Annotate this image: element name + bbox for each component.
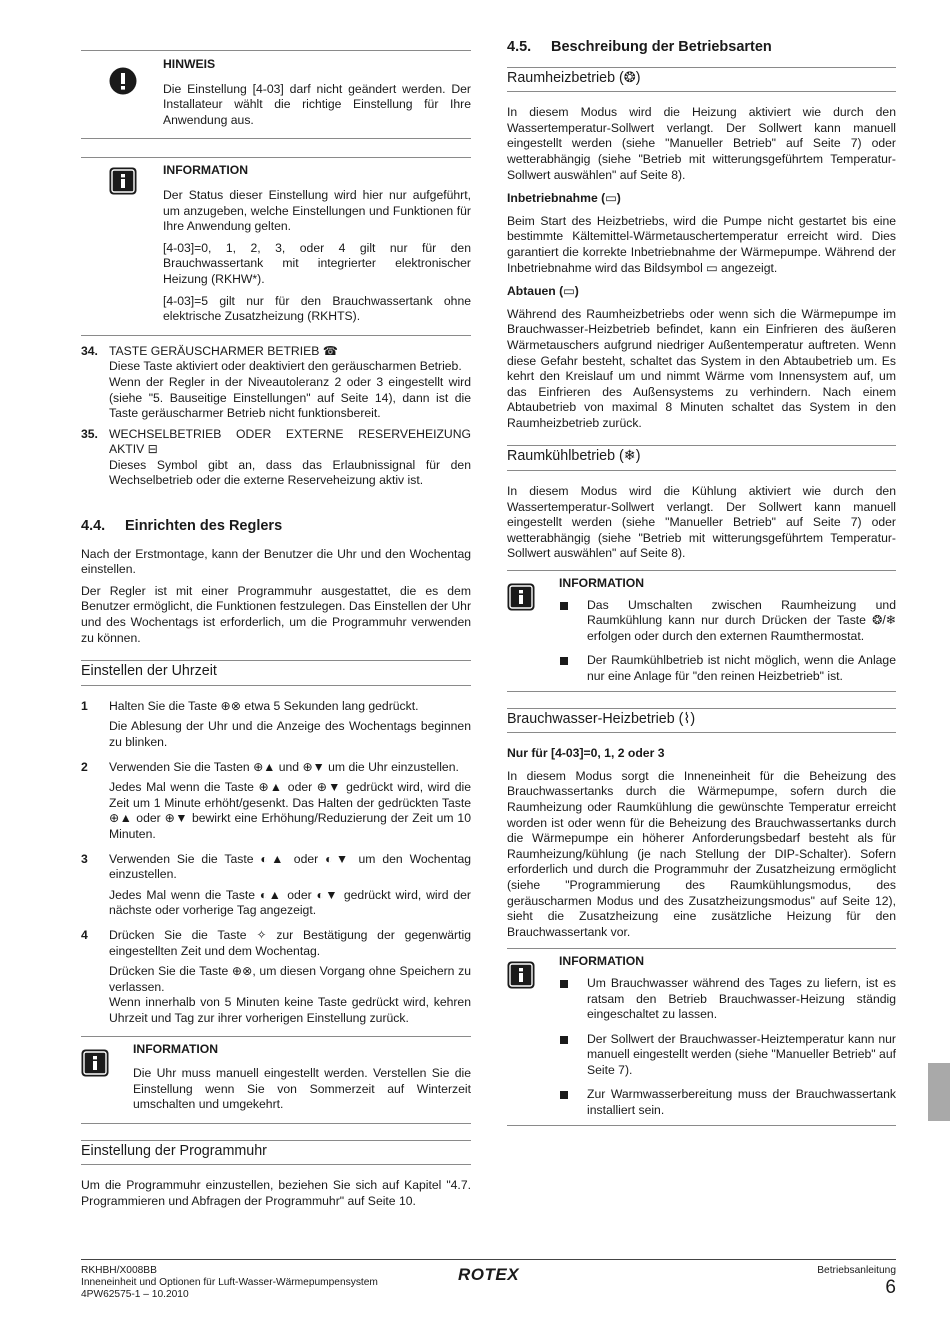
- p-4-4-a: Nach der Erstmontage, kann der Benutzer die Uhr und den Wochentag einstellen.: [81, 546, 471, 577]
- p-raumheiz: In diesem Modus wird die Heizung aktiviert wie durch den Wassertemperatur-Sollwert verlangt. Der Sollwert kann manuell eingestellt werden (siehe "Manueller Betrieb" auf Seite 7) oder wetterabhängig (siehe "Betrieb mit witterungsgeführtem Temperatur-Sollwert auswählen" auf Seite 8).: [507, 105, 896, 182]
- info-icon: [507, 961, 535, 989]
- step-4: 4 Drücken Sie die Taste ✧ zur Bestätigung der gegenwärtig eingestellten Zeit und dem Wochentag. Drücken Sie die Taste ⊕⊗, um diesen Vorgang ohne Speichern zu verlassen. Wenn innerhalb von 5 Minuten keine Taste gedrückt wird, kehren Uhrzeit und Tag zur ihrer vorherigen Einstellung zurück.: [81, 927, 471, 1025]
- info4-title: INFORMATION: [559, 954, 645, 969]
- item-34-number: 34.: [81, 343, 98, 358]
- section-4-5-title: 4.5. Beschreibung der Betriebsarten: [507, 39, 772, 55]
- info-icon: [109, 167, 137, 195]
- section-4-4-title: 4.4. Einrichten des Reglers: [81, 518, 283, 535]
- step-1: 1 Halten Sie die Taste ⊕⊗ etwa 5 Sekunden lang gedrückt. Die Ablesung der Uhr und die Anzeige des Wochentags beginnen zu blinken.: [81, 698, 471, 749]
- info-box-1: [81, 157, 471, 335]
- p-brauchwasser: In diesem Modus sorgt die Inneneinheit für die Beheizung des Brauchwassertanks durch die Wärmepumpe, sofern durch die Raumheizung oder Raumkühlung die gewünschte Temperatur erreicht worden ist oder wenn für die Beheizung des Brauchwassertanks durch die Wärmepumpe ein höherer Anforderungsbedarf besteht als für Raumheizung/kühlung (je nach Stellung der DIP-Schalter). Sofern erforderlich und durch die Programmuhr der Zusatzheizung ermöglicht (siehe "Programmierung des Raumkühlungsmodus, des geräuscharmen Modus und des Zusatzheizungsmodus" auf Seite 12), sieht die Zusatzheizung eine zusätzliche Heizung für den Brauchwassertank vor.: [507, 768, 896, 939]
- warning-icon: [109, 67, 137, 95]
- hinweis-title: HINWEIS: [163, 57, 216, 71]
- subhead-programmuhr: Einstellung der Programmuhr: [81, 1140, 471, 1166]
- quiet-mode-icon: ☎: [322, 343, 338, 358]
- item-35-heading: WECHSELBETRIEB ODER EXTERNE RESERVEHEIZUNG AKTIV: [109, 426, 471, 457]
- h-nur-fuer: Nur für [4-03]=0, 1, 2 oder 3: [507, 746, 665, 761]
- info2-title: INFORMATION: [133, 1041, 219, 1056]
- info2-text: Die Uhr muss manuell eingestellt werden. Verstellen Sie die Einstellung wenn Sie von Sommerzeit auf Winterzeit umschalten und umgekehrt.: [133, 1066, 471, 1112]
- backup-heater-icon: ⊟: [147, 442, 158, 457]
- info-icon: [81, 1049, 109, 1077]
- right-column: [507, 40, 896, 1134]
- info3-bullet-2: Der Raumkühlbetrieb ist nicht möglich, wenn die Anlage nur eine Anlage für "den reinen Heizbetrieb" ist.: [559, 653, 896, 684]
- hinweis-text: Die Einstellung [4-03] darf nicht geändert werden. Der Installateur wählt die richtige Einstellung für Ihre Anwendung aus.: [163, 81, 471, 127]
- info4-bullet-3: Zur Warmwasserbereitung muss der Brauchwassertank installiert sein.: [559, 1087, 896, 1118]
- info-icon: [507, 583, 535, 611]
- info1-p2: [4-03]=0, 1, 2, 3, oder 4 gilt nur für den Brauchwassertank mit integrierter elektronischer Heizung (RKHW*).: [163, 240, 471, 286]
- info-box-4: [507, 948, 896, 1125]
- subhead-brauchwasser: Brauchwasser-Heizbetrieb (⌇): [507, 708, 896, 734]
- subhead-raumkuehl: Raumkühlbetrieb (❄): [507, 445, 896, 471]
- info1-p3: [4-03]=5 gilt nur für den Brauchwassertank ohne elektrische Zusatzheizung (RKHTS).: [163, 293, 471, 324]
- page-number: 6: [885, 1277, 896, 1298]
- h-inbetriebnahme: Inbetriebnahme (▭): [507, 191, 621, 206]
- step-2: 2 Verwenden Sie die Tasten ⊕▲ und ⊕▼ um die Uhr einzustellen. Jedes Mal wenn die Taste ⊕▲ oder ⊕▼ gedrückt wird, wird die Zeit um 1 Minute erhöht/gesenkt. Das Halten der gedrückten Taste ⊕▲ oder ⊕▼ bewirkt eine Erhöhung/Reduzierung der Zeit um 10 Minuten.: [81, 759, 471, 841]
- subhead-uhrzeit: Einstellen der Uhrzeit: [81, 660, 471, 686]
- chapter-tab: [928, 1063, 950, 1121]
- footer-docnumber: 4PW62575-1 – 10.2010: [81, 1289, 189, 1300]
- item-34-text: Diese Taste aktiviert oder deaktiviert den geräuscharmen Betrieb. Wenn der Regler in der Niveautoleranz 2 oder 3 eingestellt wird (siehe "5. Bauseitige Einstellungen" auf Seite 14), dann ist die Taste geräuscharmer Betrieb nicht funktionsbereit.: [109, 359, 471, 421]
- page-footer: [81, 1259, 896, 1300]
- footer-description: Inneneinheit und Optionen für Luft-Wasser-Wärmepumpensystem: [81, 1277, 378, 1288]
- item-35-number: 35.: [81, 426, 98, 441]
- h-abtauen: Abtauen (▭): [507, 284, 579, 299]
- info-box-3: [507, 570, 896, 692]
- info1-title: INFORMATION: [163, 163, 249, 178]
- item-34: [81, 344, 471, 422]
- footer-model: RKHBH/X008BB: [81, 1265, 157, 1276]
- item-34-heading: TASTE GERÄUSCHARMER BETRIEB: [109, 343, 320, 358]
- info4-bullet-1: Um Brauchwasser während des Tages zu liefern, ist es ratsam den Betrieb Brauchwasser-Heizung ständig eingeschaltet zu lassen.: [559, 976, 896, 1023]
- item-35: [81, 427, 471, 489]
- info3-title: INFORMATION: [559, 576, 645, 591]
- footer-doctype: Betriebsanleitung: [817, 1265, 896, 1276]
- step-3: 3 Verwenden Sie die Taste ◐▲ oder ◐▼ um den Wochentag einzustellen. Jedes Mal wenn die Taste ◐▲ oder ◐▼ gedrückt wird, wird der nächste oder vorherige Tag angezeigt.: [81, 851, 471, 918]
- rotex-logo: ROTEX: [458, 1265, 520, 1284]
- p-programmuhr: Um die Programmuhr einzustellen, beziehen Sie sich auf Kapitel "4.7. Programmieren und Abfragen der Programmuhr" auf Seite 10.: [81, 1178, 471, 1209]
- item-35-text: Dieses Symbol gibt an, dass das Erlaubnissignal für den Wechselbetrieb oder die externe Reserveheizung aktiv ist.: [109, 457, 471, 488]
- left-column: [81, 40, 471, 1216]
- info4-bullet-2: Der Sollwert der Brauchwasser-Heiztemperatur kann nur manuell eingestellt werden (siehe "Manueller Betrieb" auf Seite 7).: [559, 1032, 896, 1079]
- subhead-raumheiz: Raumheizbetrieb (❂): [507, 67, 896, 93]
- info3-bullet-1: Das Umschalten zwischen Raumheizung und Raumkühlung kann nur durch Drücken der Taste ❂/❄ erfolgen oder durch den externen Raumthermostat.: [559, 598, 896, 645]
- p-abtauen: Während des Raumheizbetriebs oder wenn sich die Wärmepumpe im Brauchwasser-Heizbetrieb befindet, kann ein Einfrieren des äußeren Wärmetauschers aufgrund niedriger Außentemperatur auftreten. Wenn diese Gefahr besteht, schaltet das System in den Abtaubetrieb um. Es kehrt den Kreislauf um und nimmt Wärme vom Innensystem auf, um das Einfrieren des Außensystems zu verhindern. Nach einem Abtaubetrieb von maximal 8 Minuten schaltet das System in den Raumheizbetrieb zurück.: [507, 306, 896, 430]
- info1-p1: Der Status dieser Einstellung wird hier nur aufgeführt, um anzugeben, welche Einstellungen und Funktionen für Ihre Anwendung gelten.: [163, 187, 471, 234]
- p-raumkuehl: In diesem Modus wird die Kühlung aktiviert wie durch den Wassertemperatur-Sollwert verlangt. Der Sollwert kann manuell eingestellt werden (siehe "Manueller Betrieb" auf Seite 7) oder wetterabhängig (siehe "Betrieb mit witterungsgeführtem Temperatur-Sollwert auswählen" auf Seite 8).: [507, 484, 896, 561]
- p-inbetriebnahme: Beim Start des Heizbetriebs, wird die Pumpe nicht gestartet bis eine bestimmte Kältemittel-Wärmetauschertemperatur erreicht wird. Dies garantiert die korrekte Inbetriebnahme der Wärmepumpe. Während der Inbetriebnahme wird das Bildsymbol ▭ angezeigt.: [507, 213, 896, 275]
- p-4-4-b: Der Regler ist mit einer Programmuhr ausgestattet, die es dem Benutzer ermöglicht, die Funktionen festzulegen. Das Einstellen der Uhr und des Wochentags ist erforderlich, um die Programmuhr verwenden zu können.: [81, 583, 471, 645]
- hinweis-box: [81, 50, 471, 139]
- info-box-2: [81, 1036, 471, 1124]
